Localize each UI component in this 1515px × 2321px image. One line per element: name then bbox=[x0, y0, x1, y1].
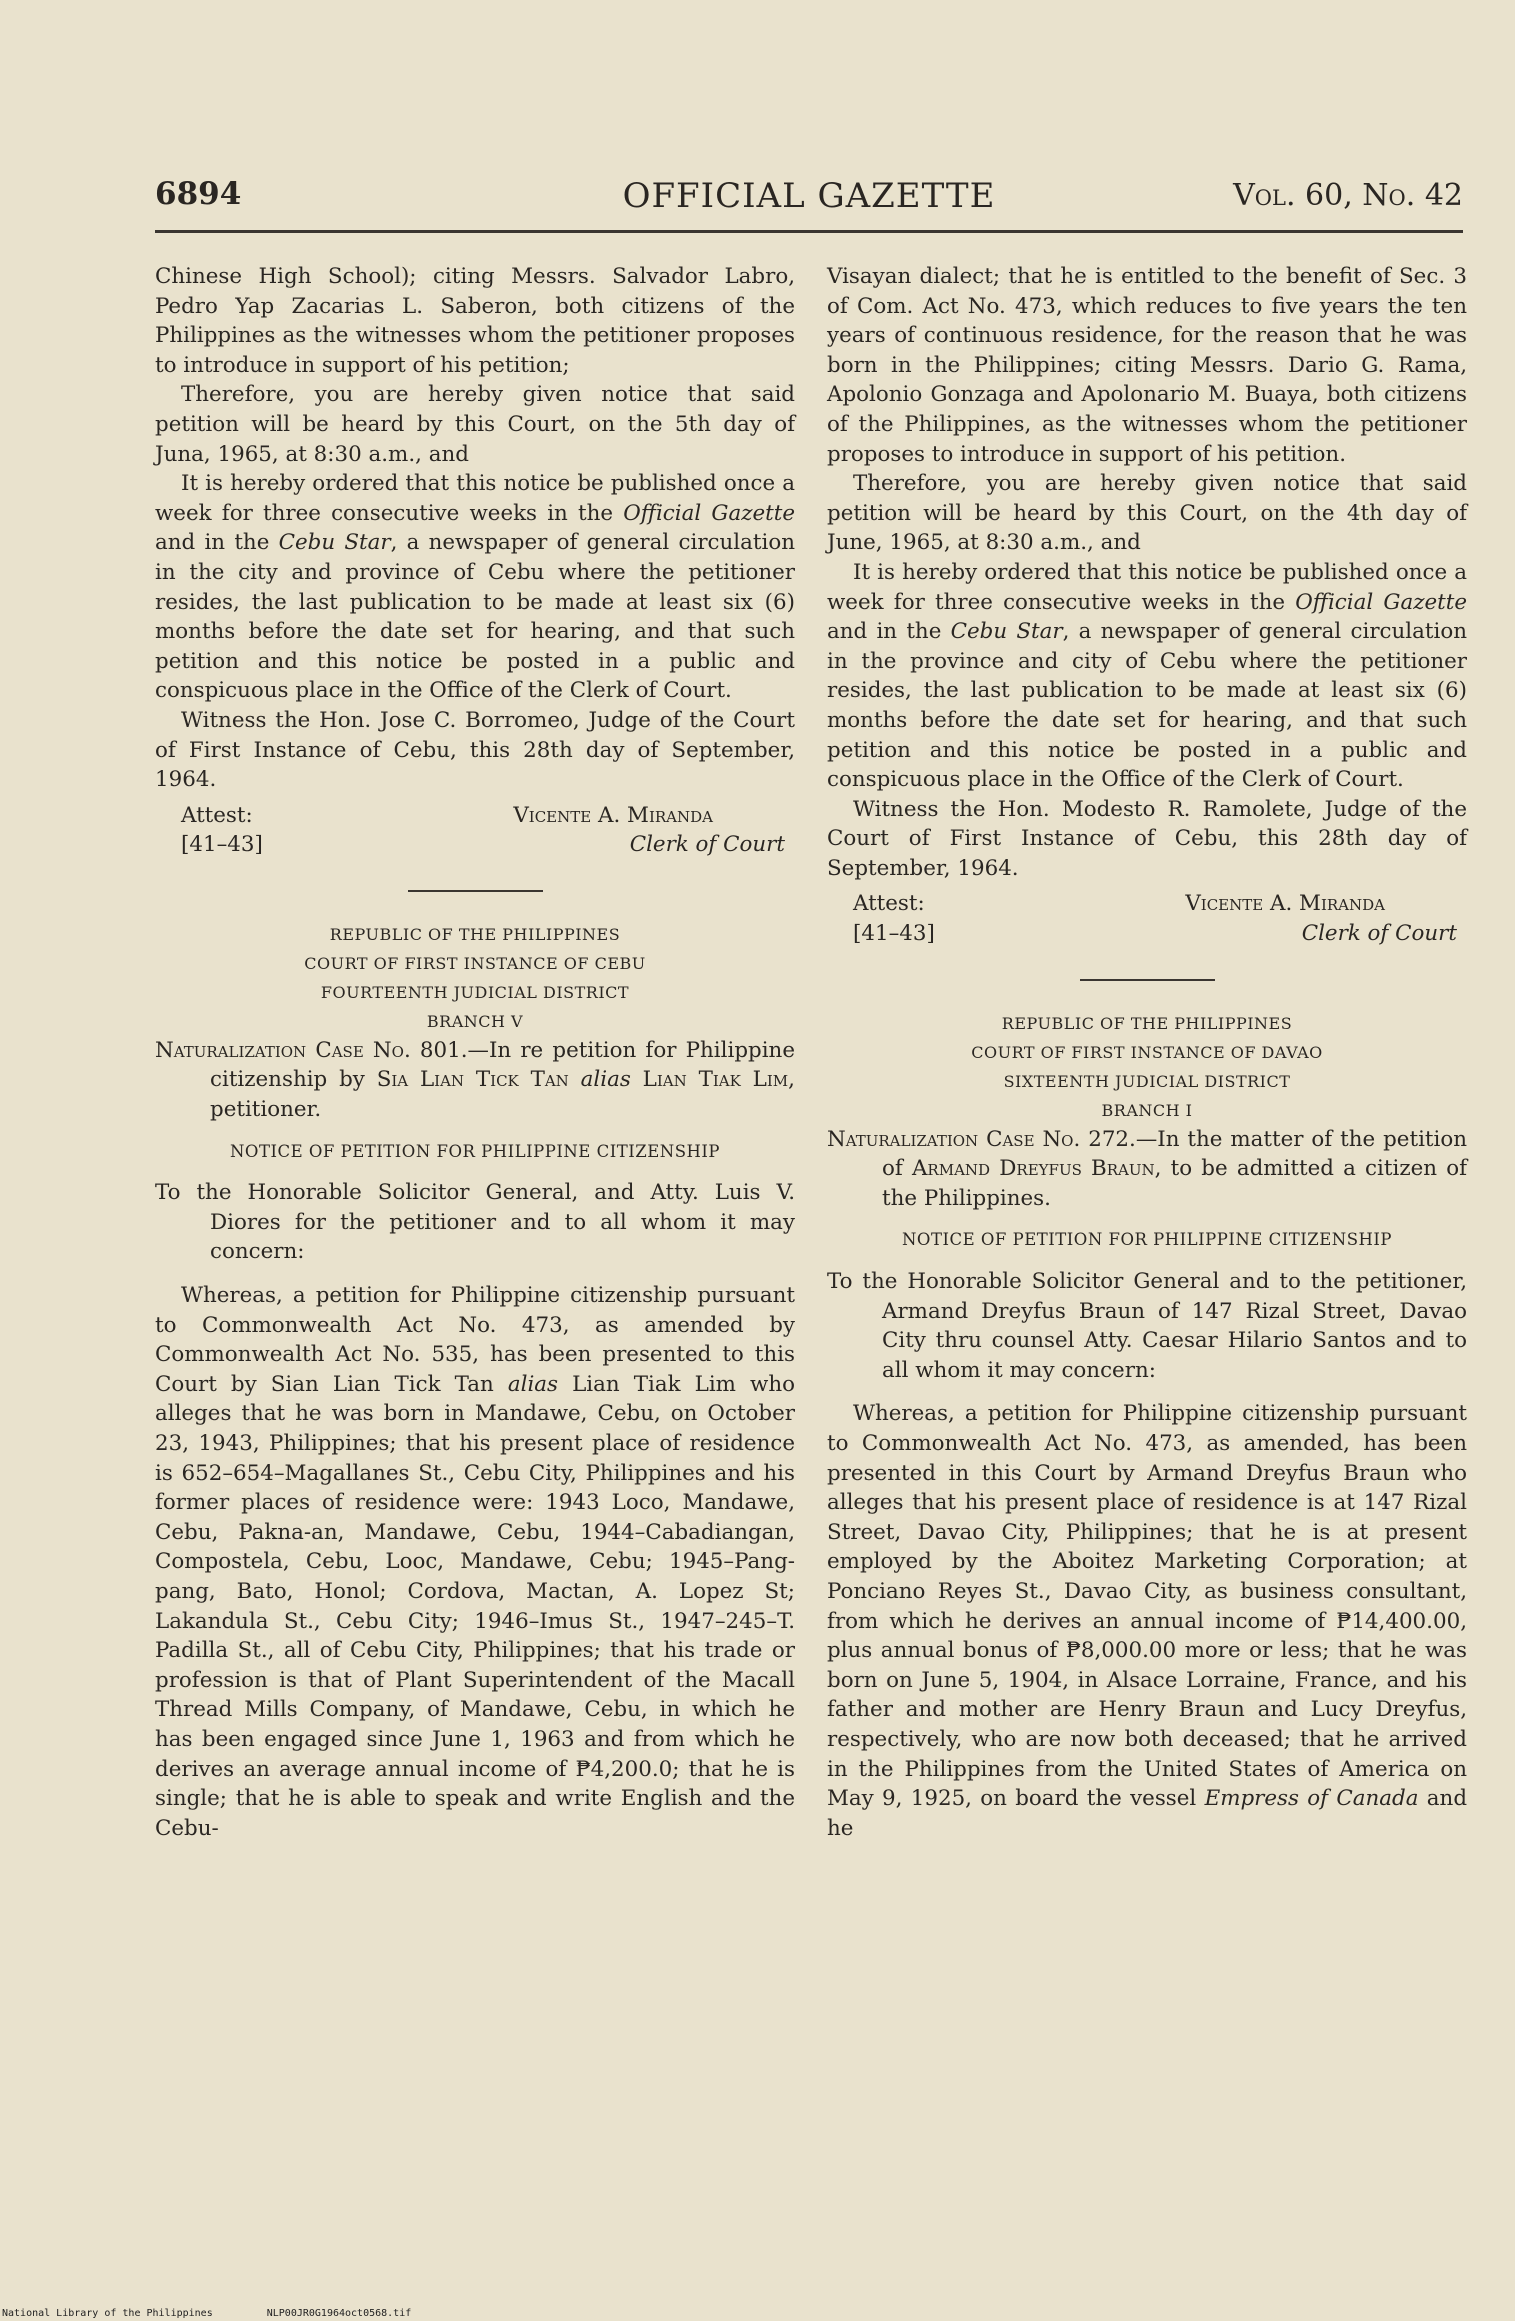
court-caption: REPUBLIC OF THE PHILIPPINES COURT OF FIRST INSTANCE OF DAVAO SIXTEENTH JUDICIAL DISTRICT BRANCH I bbox=[971, 1013, 1323, 1120]
left-paragraph-1: Chinese High School); citing Messrs. Salvador Labro, Pedro Yap Zacarias L. Saberon, both citizens of the Philippines as the witnesses whom the petitioner proposes to introduce in support of his petition; bbox=[155, 264, 795, 378]
court-caption: REPUBLIC OF THE PHILIPPINES COURT OF FIRST INSTANCE OF CEBU FOURTEENTH JUDICIAL DISTRICT BRANCH V bbox=[304, 924, 646, 1031]
right-paragraph-witness: Witness the Hon. Modesto R. Ramolete, Judge of the Court of First Instance of Cebu, this 28th day of September, 1964. bbox=[827, 796, 1467, 881]
clerk-name: Vicente A. Miranda bbox=[513, 802, 713, 828]
publication-title: OFFICIAL GAZETTE bbox=[622, 176, 996, 216]
left-attestation bbox=[155, 801, 795, 860]
clerk-title: Clerk of Court bbox=[629, 832, 785, 858]
publication-ref: [41–43] bbox=[181, 832, 263, 858]
right-paragraph-1: Visayan dialect; that he is entitled to the benefit of Sec. 3 of Com. Act No. 473, which reduces to five years the ten years of continuous residence, for the reason that he was born in the Philippines; citing Messrs. Dario G. Rama, Apolonio Gonzaga and Apolonario M. Buaya, both citizens of the Philippines, as the witnesses whom the petitioner proposes to introduce in support of his petition. bbox=[827, 264, 1467, 467]
section-divider bbox=[408, 890, 543, 892]
addressee: To the Honorable Solicitor General, and Atty. Luis V. Diores for the petitioner and to all whom it may concern: bbox=[155, 1180, 795, 1265]
scan-footer bbox=[2, 2308, 459, 2319]
whereas-paragraph: Whereas, a petition for Philippine citizenship pursuant to Commonwealth Act No. 473, as amended by Commonwealth Act No. 535, has been presented to this Court by Sian Lian Tick Tan alias Lian Tiak Lim who alleges that he was born in Mandawe, Cebu, on October 23, 1943, Philippines; that his present place of residence is 652–654–Magallanes St., Cebu City, Philippines and his former places of residence were: 1943 Loco, Mandawe, Cebu, Pakna-an, Mandawe, Cebu, 1944–Cabadiangan, Compostela, Cebu, Looc, Mandawe, Cebu; 1945–Pang-pang, Bato, Honol; Cordova, Mactan, A. Lopez St; Lakandula St., Cebu City; 1946–Imus St., 1947–245–T. Padilla St., all of Cebu City, Philippines; that his trade or profession is that of Plant Superintendent of the Macall Thread Mills Company, of Mandawe, Cebu, in which he has been engaged since June 1, 1963 and from which he derives an average annual income of ₱4,200.0; that he is single; that he is able to speak and write English and the Cebu- bbox=[155, 1283, 795, 1841]
left-paragraph-2: Therefore, you are hereby given notice that said petition will be heard by this Court, on the 5th day of Juna, 1965, at 8:30 a.m., and bbox=[155, 382, 795, 467]
notice-title: NOTICE OF PETITION FOR PHILIPPINE CITIZENSHIP bbox=[901, 1230, 1393, 1250]
case-heading: Naturalization Case No. 272.—In the matter of the petition of Armand Dreyfus Braun, to be admitted a citizen of the Philippines. bbox=[827, 1126, 1467, 1211]
newspaper-name: Cebu Star bbox=[278, 530, 391, 556]
gazette-name: Official Gazette bbox=[1295, 589, 1468, 615]
newspaper-name: Cebu Star bbox=[950, 619, 1063, 645]
page-number: 6894 bbox=[155, 176, 242, 212]
left-column bbox=[155, 262, 795, 1843]
gazette-name: Official Gazette bbox=[623, 500, 796, 526]
right-paragraph-2: Therefore, you are hereby given notice that said petition will be heard by this Court, on the 4th day of June, 1965, at 8:30 a.m., and bbox=[827, 471, 1467, 556]
section-divider bbox=[1080, 979, 1215, 981]
attest-label: Attest: bbox=[853, 891, 925, 917]
addressee: To the Honorable Solicitor General and to the petitioner, Armand Dreyfus Braun of 147 Rizal Street, Davao City thru counsel Atty. Caesar Hilario Santos and to all whom it may concern: bbox=[827, 1269, 1467, 1383]
attest-label: Attest: bbox=[181, 802, 253, 828]
page-header bbox=[155, 176, 1463, 226]
scan-source: National Library of the Philippines bbox=[2, 2308, 213, 2319]
right-column bbox=[827, 262, 1467, 1843]
publication-ref: [41–43] bbox=[853, 921, 935, 947]
left-paragraph-3: It is hereby ordered that this notice be published once a week for three consecutive weeks in the Official Gazette and in the Cebu Star, a newspaper of general circulation in the city and province of Cebu where the petitioner resides, the last publication to be made at least six (6) months before the date set for hearing, and that such petition and this notice be posted in a public and conspicuous place in the Office of the Clerk of Court. bbox=[155, 471, 796, 704]
clerk-name: Vicente A. Miranda bbox=[1185, 891, 1385, 917]
right-attestation bbox=[827, 889, 1467, 948]
notice-title: NOTICE OF PETITION FOR PHILIPPINE CITIZENSHIP bbox=[229, 1141, 721, 1161]
whereas-paragraph: Whereas, a petition for Philippine citizenship pursuant to Commonwealth Act No. 473, as amended, has been presented in this Court by Armand Dreyfus Braun who alleges that his present place of residence is at 147 Rizal Street, Davao City, Philippines; that he is at present employed by the Aboitez Marketing Corporation; at Ponciano Reyes St., Davao City, as business consultant, from which he derives an annual income of ₱14,400.00, plus annual bonus of ₱8,000.00 more or less; that he was born on June 5, 1904, in Alsace Lorraine, France, and his father and mother are Henry Braun and Lucy Dreyfus, respectively, who are now both deceased; that he arrived in the Philippines from the United States of America on May 9, 1925, on board the vessel Empress of Canada and he bbox=[827, 1401, 1468, 1841]
left-paragraph-witness: Witness the Hon. Jose C. Borromeo, Judge of the Court of First Instance of Cebu, this 28th day of September, 1964. bbox=[155, 707, 795, 793]
scan-file: NLP00JR0G1964oct0568.tif bbox=[266, 2308, 412, 2319]
case-heading: Naturalization Case No. 801.—In re petition for Philippine citizenship by Sia Lian Tick Tan alias Lian Tiak Lim, petitioner. bbox=[155, 1037, 795, 1123]
clerk-title: Clerk of Court bbox=[1301, 921, 1457, 947]
volume-number: Vol. 60, No. 42 bbox=[1233, 178, 1463, 213]
header-rule bbox=[155, 230, 1463, 233]
right-paragraph-3: It is hereby ordered that this notice be published once a week for three consecutive weeks in the Official Gazette and in the Cebu Star, a newspaper of general circulation in the province and city of Cebu where the petitioner resides, the last publication to be made at least six (6) months before the date set for hearing, and that such petition and this notice be posted in a public and conspicuous place in the Office of the Clerk of Court. bbox=[827, 559, 1468, 793]
